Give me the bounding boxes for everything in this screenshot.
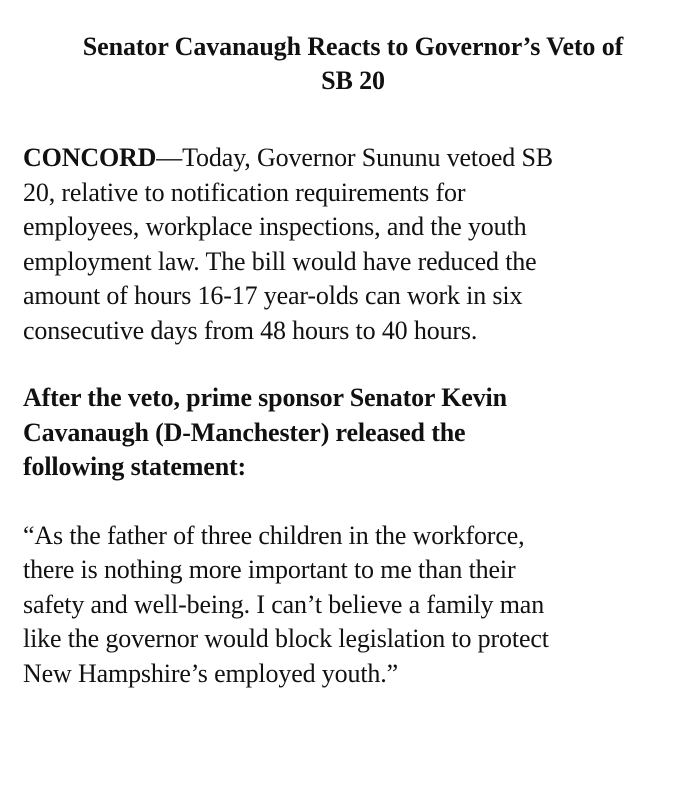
intro-line: consecutive days from 48 hours to 40 hours. [23,315,478,345]
intro-line: employees, workplace inspections, and the youth [23,212,527,241]
intro-line: 20, relative to notification requirements for [23,177,466,207]
headline-line-1: Senator Cavanaugh Reacts to Governor’s Veto of [82,32,624,61]
headline-line-2: SB 20 [321,66,385,95]
quote-paragraph [23,519,683,692]
quote-line: “As the father of three children in the workforce, [23,520,525,550]
statement-intro-line: Cavanaugh (D-Manchester) released the [23,417,466,447]
dateline: CONCORD [23,143,157,172]
press-release-headline [23,30,683,98]
intro-line: employment law. The bill would have reduced the [23,246,537,276]
quote-line: like the governor would block legislation to protect [23,624,549,653]
quote-line: safety and well-being. I can’t believe a family man [23,589,545,619]
statement-intro-line: following statement: [23,452,247,481]
statement-intro-paragraph [23,381,683,485]
intro-line: —Today, Governor Sununu vetoed SB [156,143,553,172]
intro-line: amount of hours 16-17 year-olds can work in six [23,281,523,310]
quote-line: New Hampshire’s employed youth.” [23,658,399,688]
quote-line: there is nothing more important to me than their [23,555,516,584]
statement-intro-line: After the veto, prime sponsor Senator Kevin [23,383,507,412]
press-release [23,30,683,691]
intro-paragraph [23,141,683,348]
